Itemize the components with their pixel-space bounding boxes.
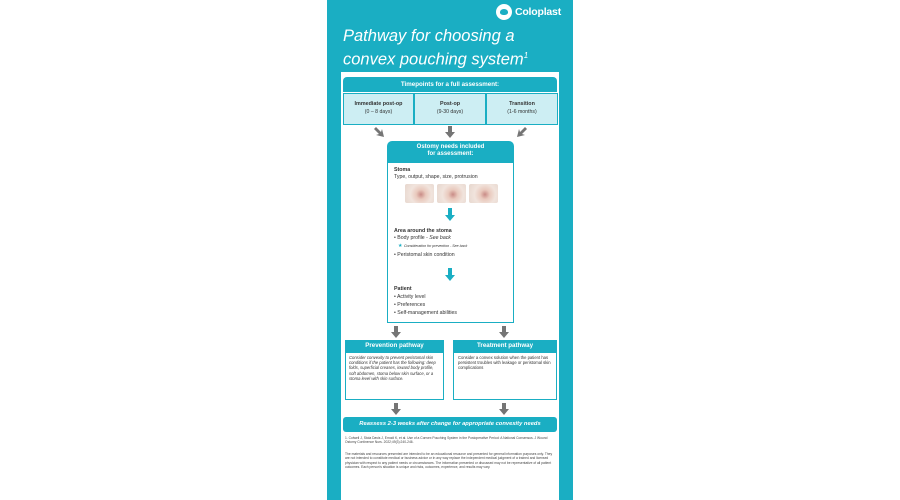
patient-preferences-item: • Preferences — [394, 302, 426, 308]
coloplast-logo — [496, 4, 561, 20]
stoma-text: Type, output, shape, size, protrusion — [394, 174, 478, 180]
treatment-pathway-header: Treatment pathway — [453, 340, 557, 352]
consideration-note — [398, 243, 467, 250]
left-border-band — [327, 72, 341, 500]
timepoint-name: Post-op — [439, 101, 461, 107]
ostomy-needs-header — [387, 141, 514, 162]
arrow-teal-down-icon — [445, 208, 455, 226]
disclaimer-text: The materials and resources presented are intended to be an educational resource and presented for general information purposes only. They are not intended to constitute medical or business advice or in any way replace the independent medical judgment of a trained and licensed physician with respect to any patient needs or circumstances. The information presented or discussed may not be representative of all patient outcomes. Each person's situation is unique and risks, outcomes, experience, and results may vary. — [345, 452, 553, 469]
consideration-text: Consideration for prevention - See back — [403, 244, 468, 248]
prevention-text: Consider convexity to prevent peristomal skin conditions if the patient has the following: deep folds, superficial creases, inward body profile, soft abdomen, stoma below skin surface, or a stoma level with skin surface. — [349, 355, 436, 381]
reference-text: 1. Colwell J, Stoia Davis J, Emodi K, et al. Use of a Convex Pouching System in the Postoperative Period: A National Consensus. J Wound Ostomy Continence Nurs. 2022;49(3):240-246. — [345, 436, 548, 445]
patient-activity-item: • Activity level — [394, 294, 426, 300]
header-band — [327, 0, 573, 72]
body-profile-text: • Body profile - — [394, 235, 430, 241]
treatment-pathway-text — [453, 352, 557, 400]
timepoint-days: (9-30 days) — [436, 109, 464, 115]
prevention-pathway-text — [345, 352, 444, 400]
prevention-pathway-header: Prevention pathway — [345, 340, 444, 352]
patient-self-management-item: • Self-management abilities — [394, 310, 457, 316]
timepoint-days: (0 – 8 days) — [364, 109, 393, 115]
arrow-teal-down-icon — [445, 268, 455, 286]
right-border-band — [559, 72, 573, 500]
stoma-photo — [469, 184, 498, 203]
arrow-diagonal-left-icon — [516, 126, 526, 138]
stoma-photo — [437, 184, 466, 203]
timepoint-transition — [486, 93, 558, 125]
timepoints-header: Timepoints for a full assessment: — [343, 77, 557, 92]
timepoint-post-op — [414, 93, 486, 125]
timepoint-days: (1-6 months) — [507, 109, 537, 115]
needs-header-line-1: Ostomy needs included — [416, 144, 485, 150]
body-profile-item — [394, 235, 451, 242]
timepoint-immediate-post-op — [343, 93, 414, 125]
arrow-down-icon — [445, 126, 455, 138]
needs-header-line-2: for assessment: — [427, 151, 474, 157]
page-title — [343, 26, 568, 70]
arrow-diagonal-right-icon — [373, 126, 383, 138]
timepoint-name: Transition — [509, 101, 535, 107]
peristomal-skin-item: • Peristomal skin condition — [394, 252, 455, 258]
title-line-1: Pathway for choosing a — [343, 27, 515, 45]
title-footnote: 1 — [523, 51, 529, 60]
treatment-text: Consider a convex solution when the patient has persistent troubles with leakage or peristomal skin complications — [458, 355, 551, 371]
area-around-stoma-title: Area around the stoma — [394, 228, 452, 234]
reassess-banner: Reassess 2-3 weeks after change for appropriate convexity needs — [343, 417, 557, 432]
patient-title: Patient — [394, 286, 412, 292]
brand-name: Coloplast — [514, 6, 561, 18]
star-icon: ★ — [398, 243, 403, 249]
timepoint-name: Immediate post-op — [354, 101, 403, 107]
title-line-2: convex pouching system — [343, 50, 524, 69]
coloplast-logo-icon — [496, 4, 512, 20]
pathway-document — [327, 0, 573, 500]
stoma-title: Stoma — [394, 167, 411, 173]
stoma-photo — [405, 184, 434, 203]
see-back-text: See back — [429, 235, 451, 241]
